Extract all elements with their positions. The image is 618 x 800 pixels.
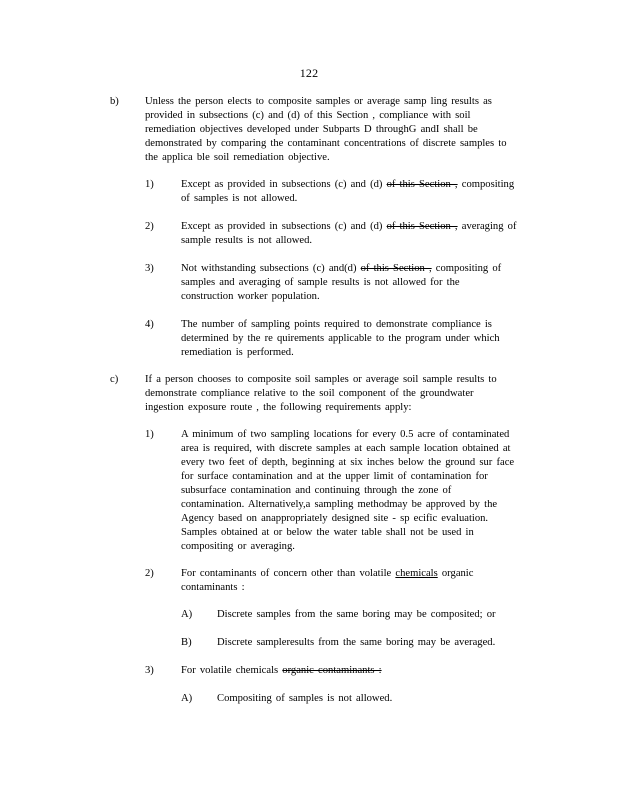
c-item-1-text [181, 428, 514, 554]
b-item-3-line: Not withstanding subsections (c) and(d) of this Section , compositing of [181, 263, 502, 274]
c-item-1-line: subsurface contamination and continuing through the zone of [181, 485, 452, 496]
c-item-1-label: 1) [145, 429, 154, 440]
b-item-4-line: remediation is performed. [181, 347, 294, 358]
b-item-3-line: samples and averaging of sample results is not allowed for the [181, 277, 460, 288]
b-item-1-line: Except as provided in subsections (c) and (d) of this Section , compositing [181, 179, 515, 190]
b-item-1-line: of samples is not allowed. [181, 193, 298, 204]
c-item-1-line: compositing or averaging. [181, 541, 295, 552]
c-item-3-label: 3) [145, 665, 154, 676]
b-item-4-line: determined by the re quirements applicable to the program under which [181, 333, 500, 344]
c-item-3-text [181, 664, 382, 678]
page-number: 122 [299, 66, 319, 80]
b-item-4-label: 4) [145, 319, 154, 330]
section-c-line: ingestion exposure route , the following requirements apply: [145, 402, 412, 413]
c-item-1-line: A minimum of two sampling locations for every 0.5 acre of contaminated [181, 429, 510, 440]
b-item-1-text [181, 178, 514, 206]
section-b-line: demonstrated by comparing the contaminant concentrations of discrete samples to [145, 138, 507, 149]
b-item-2-text [181, 220, 516, 248]
section-b-line: Unless the person elects to composite samples or average samp ling results as [145, 96, 492, 107]
c-item-2-line: For contaminants of concern other than volatile chemicals organic [181, 568, 474, 579]
section-c-paragraph [145, 373, 497, 415]
b-item-3-text [181, 262, 501, 304]
c-item-2-sub-b-label: B) [181, 637, 192, 648]
b-item-3-line: construction worker population. [181, 291, 320, 302]
b-item-2-line: sample results is not allowed. [181, 235, 313, 246]
section-b-line: the applica ble soil remediation objective. [145, 152, 330, 163]
c-item-3-line: For volatile chemicals organic contaminants : [181, 665, 382, 676]
c-item-1-line: area is required, with discrete samples at each sample location obtained at [181, 443, 511, 454]
deleted-text: organic contaminants : [282, 665, 382, 676]
c-item-1-line: contamination. Alternatively,a sampling methodmay be approved by the [181, 499, 498, 510]
deleted-text: of this Section , [386, 179, 458, 190]
c-item-1-line: every two feet of depth, beginning at six inches below the ground sur face [181, 457, 515, 468]
section-c-label: c) [110, 374, 119, 385]
deleted-text: of this Section , [360, 263, 432, 274]
c-item-2-label: 2) [145, 568, 154, 579]
c-item-1-line: Samples obtained at or below the water table shall not be used in [181, 527, 474, 538]
deleted-text: of this Section , [386, 221, 458, 232]
c-item-3-sub-a-label: A) [181, 693, 193, 704]
section-c-line: If a person chooses to composite soil samples or average soil sample results to [145, 374, 497, 385]
section-c-line: demonstrate compliance relative to the soil component of the groundwater [145, 388, 474, 399]
c-item-2-sub-b-text: Discrete sampleresults from the same boring may be averaged. [217, 637, 496, 648]
section-b-line: provided in subsections (c) and (d) of this Section , compliance with soil [145, 110, 471, 121]
c-item-1-line: Agency based on anappropriately designed site - sp ecific evaluation. [181, 513, 489, 524]
b-item-1-label: 1) [145, 179, 154, 190]
section-b-label: b) [110, 96, 119, 107]
b-item-2-label: 2) [145, 221, 154, 232]
c-item-2-line: contaminants : [181, 582, 245, 593]
b-item-3-label: 3) [145, 263, 154, 274]
c-item-1-line: for surface contamination and at the upper limit of contamination for [181, 471, 488, 482]
b-item-4-text [181, 318, 500, 360]
c-item-2-text [181, 567, 473, 595]
c-item-2-sub-a-label: A) [181, 609, 193, 620]
b-item-2-line: Except as provided in subsections (c) and (d) of this Section , averaging of [181, 221, 517, 232]
b-item-4-line: The number of sampling points required to demonstrate compliance is [181, 319, 492, 330]
section-b-line: remediation objectives developed under Subparts D throughG andI shall be [145, 124, 478, 135]
section-b-paragraph [145, 95, 507, 165]
c-item-2-sub-a-text: Discrete samples from the same boring may be composited; or [217, 609, 496, 620]
c-item-3-sub-a-text: Compositing of samples is not allowed. [217, 693, 393, 704]
inserted-text: chemicals [395, 568, 438, 579]
